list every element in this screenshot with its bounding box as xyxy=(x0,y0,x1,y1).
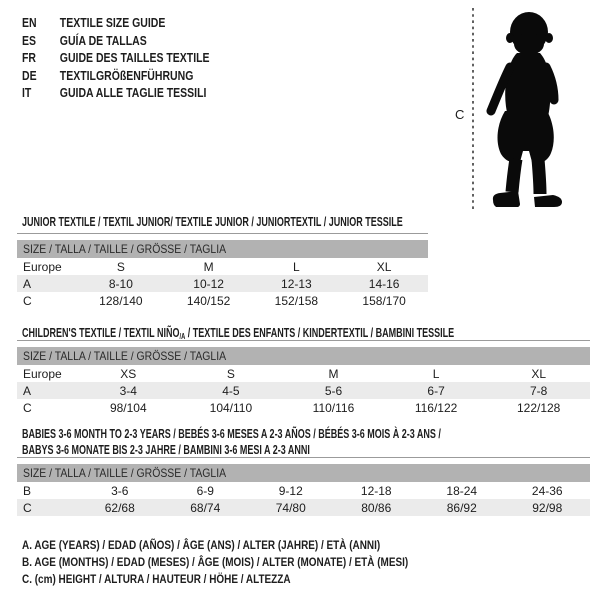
size-cell: L xyxy=(293,259,300,274)
height-cell: 104/110 xyxy=(209,400,253,415)
size-cell: XL xyxy=(376,259,392,274)
lang-row-fr xyxy=(22,50,210,68)
size-cell: XL xyxy=(531,366,547,381)
lang-label: GUIDE DES TAILLES TEXTILE xyxy=(59,51,210,65)
height-dashed-line xyxy=(469,6,477,212)
row-label: A xyxy=(23,276,32,291)
babies-title-line1: BABIES 3-6 MONTH TO 2-3 YEARS / BEBÉS 3-6 MESES A 2-3 AÑOS / BÉBÉS 3-6 MOIS À 2-3 ANS / xyxy=(22,427,441,441)
babies-table-title xyxy=(22,426,600,458)
lang-label: GUÍA DE TALLAS xyxy=(59,33,147,48)
junior-size-table xyxy=(17,233,428,309)
children-size-table xyxy=(17,340,590,416)
size-header-band xyxy=(17,347,590,365)
footnote-c: C. (cm) HEIGHT / ALTURA / HAUTEUR / HÖHE / ALTEZZA xyxy=(22,572,291,586)
row-label: C xyxy=(23,500,32,515)
size-header-band xyxy=(17,240,428,258)
age-cell: 4-5 xyxy=(222,383,240,398)
row-label: Europe xyxy=(23,366,62,381)
size-cell: M xyxy=(328,366,339,381)
table-row-height xyxy=(17,499,590,516)
height-cell: 158/170 xyxy=(362,293,406,308)
lang-row-es xyxy=(22,33,210,51)
size-cell: XS xyxy=(120,366,137,381)
age-cell: 24-36 xyxy=(531,483,563,498)
lang-label: TEXTILE SIZE GUIDE xyxy=(59,16,166,30)
lang-row-it xyxy=(22,85,210,103)
size-header-text: SIZE / TALLA / TAILLE / GRÖSSE / TAGLIA xyxy=(23,242,227,256)
table-row-age xyxy=(17,382,590,399)
height-cell: 92/98 xyxy=(532,500,563,515)
age-cell: 14-16 xyxy=(368,276,400,291)
size-cell: S xyxy=(226,366,235,381)
age-cell: 7-8 xyxy=(530,383,548,398)
row-label: Europe xyxy=(23,259,62,274)
age-cell: 3-6 xyxy=(111,483,129,498)
age-cell: 12-18 xyxy=(360,483,392,498)
lang-code: DE xyxy=(22,68,37,83)
height-cell: 98/104 xyxy=(109,400,147,415)
lang-code: FR xyxy=(22,51,37,65)
age-cell: 18-24 xyxy=(446,483,478,498)
row-label: C xyxy=(23,400,32,415)
baby-silhouette-icon xyxy=(483,11,565,207)
height-cell: 152/158 xyxy=(274,293,319,308)
age-cell: 6-7 xyxy=(427,383,445,398)
age-cell: 10-12 xyxy=(193,276,224,291)
junior-table-title xyxy=(22,214,551,230)
size-cell: M xyxy=(203,259,214,274)
size-header-text: SIZE / TALLA / TAILLE / GRÖSSE / TAGLIA xyxy=(23,466,227,480)
height-cell: 128/140 xyxy=(99,293,143,308)
size-header-text: SIZE / TALLA / TAILLE / GRÖSSE / TAGLIA xyxy=(23,349,227,363)
height-cell: 74/80 xyxy=(275,500,306,515)
table-row-age-months xyxy=(17,482,590,499)
footnote-b: B. AGE (MONTHS) / EDAD (MESES) / ÂGE (MOIS) / ALTER (MONATE) / ETÀ (MESI) xyxy=(22,555,409,569)
size-cell: L xyxy=(432,366,440,381)
table-row-age xyxy=(17,275,428,292)
age-cell: 8-10 xyxy=(108,276,133,291)
height-cell: 86/92 xyxy=(446,500,477,515)
size-cell: S xyxy=(116,259,125,274)
age-cell: 3-4 xyxy=(119,383,137,398)
age-cell: 12-13 xyxy=(281,276,312,291)
measure-label-c: C xyxy=(455,107,465,122)
height-cell: 122/128 xyxy=(516,400,561,415)
lang-code: EN xyxy=(22,16,37,30)
height-cell: 62/68 xyxy=(104,500,135,515)
age-cell: 6-9 xyxy=(196,483,214,498)
legend-footnotes xyxy=(22,537,487,588)
row-label: A xyxy=(23,383,32,398)
age-cell: 9-12 xyxy=(278,483,303,498)
lang-label: GUIDA ALLE TAGLIE TESSILI xyxy=(59,86,207,100)
babies-title-line2: BABYS 3-6 MONATE BIS 2-3 JAHRE / BAMBINI 3-6 MESI A 2-3 ANNI xyxy=(22,443,310,457)
table-row-europe xyxy=(17,258,428,275)
lang-code: IT xyxy=(22,86,32,100)
height-cell: 116/122 xyxy=(414,400,458,415)
age-cell: 5-6 xyxy=(324,383,343,398)
height-cell: 80/86 xyxy=(361,500,392,515)
size-header-band xyxy=(17,464,590,482)
lang-row-de xyxy=(22,68,210,86)
table-row-europe xyxy=(17,365,590,382)
footnote-a: A. AGE (YEARS) / EDAD (AÑOS) / ÂGE (ANS) / ALTER (JAHRE) / ETÀ (ANNI) xyxy=(22,538,381,552)
language-title-list xyxy=(22,15,245,103)
height-cell: 68/74 xyxy=(190,500,221,515)
row-label: B xyxy=(23,483,32,498)
height-cell: 110/116 xyxy=(312,400,355,415)
lang-code: ES xyxy=(22,33,37,48)
lang-row-en xyxy=(22,15,210,33)
table-row-height xyxy=(17,399,590,416)
table-row-height xyxy=(17,292,428,309)
height-cell: 140/152 xyxy=(186,293,231,308)
nino-a-subscript: /A xyxy=(179,332,186,341)
babies-size-table xyxy=(17,457,590,516)
children-title-text: CHILDREN'S TEXTILE / TEXTIL $NIÑO_{/A}$ / TEXTILE DES ENFANTS / KINDERTEXTIL / BAMBINI TESSILE xyxy=(22,326,455,341)
junior-title-text: JUNIOR TEXTILE / TEXTIL JUNIOR/ TEXTILE JUNIOR / JUNIORTEXTIL / JUNIOR TESSILE xyxy=(22,215,403,229)
row-label: C xyxy=(23,293,32,308)
lang-label: TEXTILGRÖßENFÜHRUNG xyxy=(59,68,194,83)
